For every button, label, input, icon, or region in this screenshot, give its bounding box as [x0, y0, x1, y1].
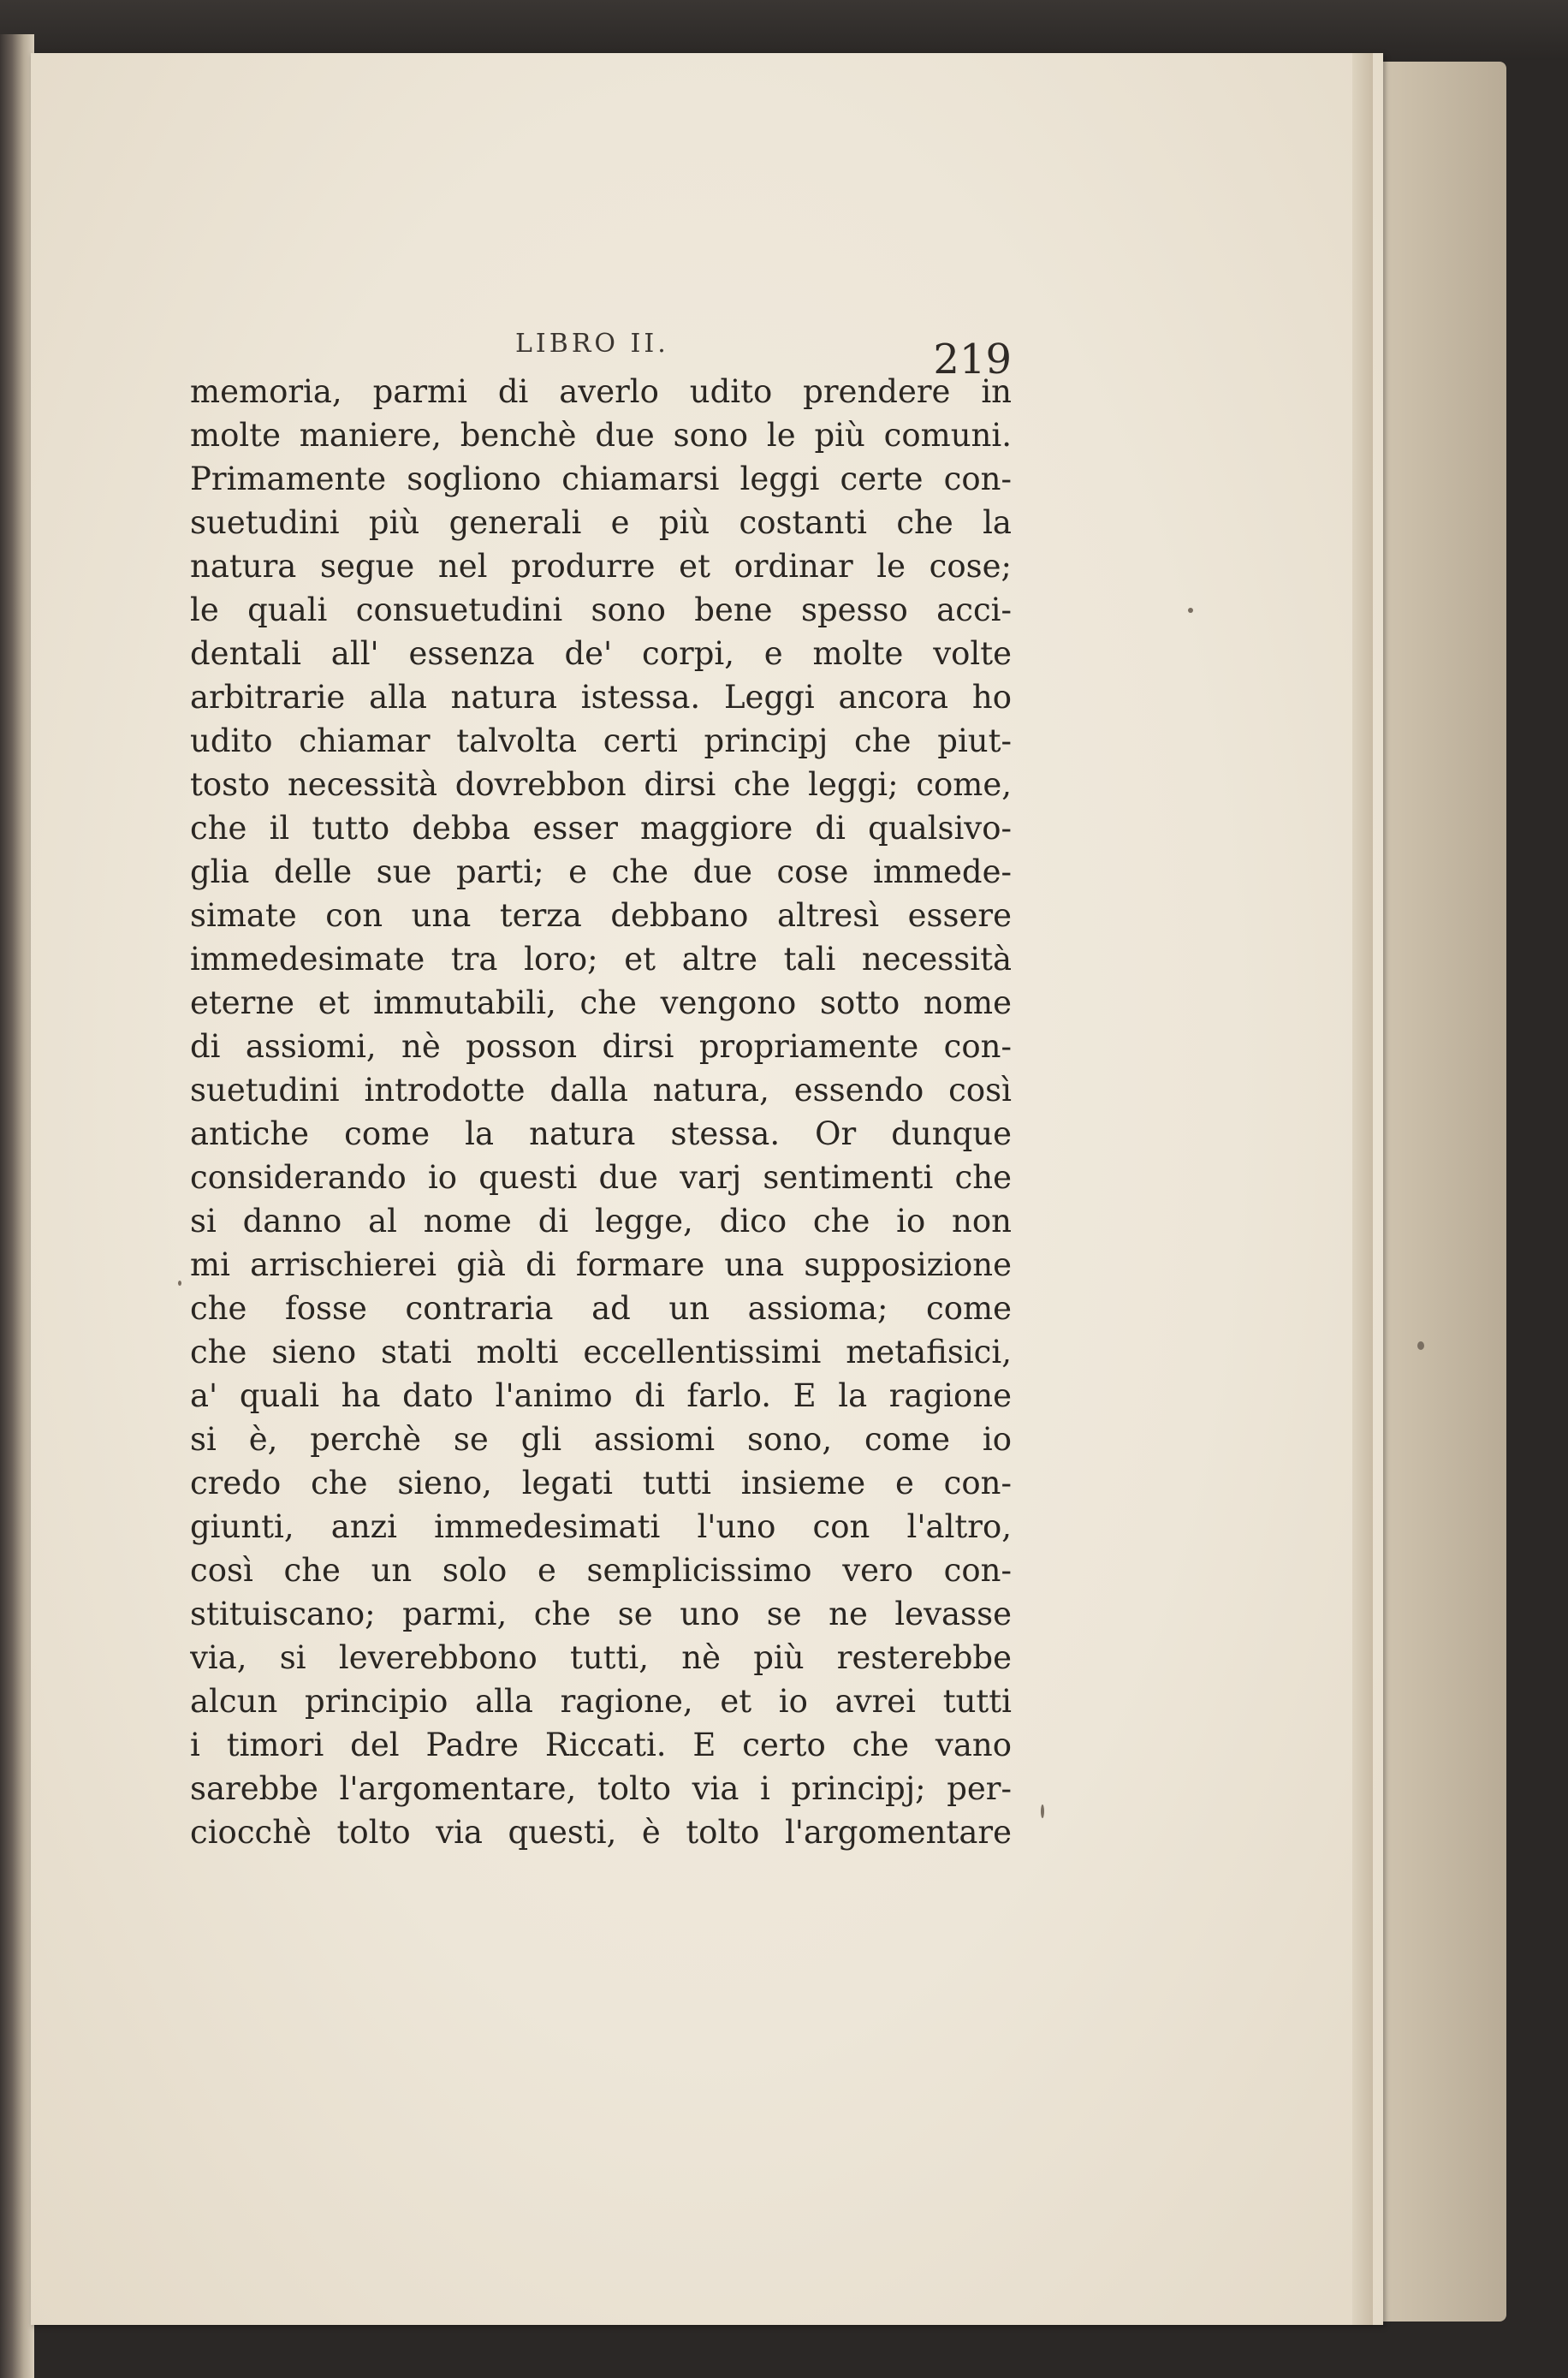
text-line: suetudini introdotte dalla natura, essendo così: [190, 1072, 1012, 1109]
text-line: dentali all' essenza de' corpi, e molte volte: [190, 635, 1012, 672]
text-line: alcun principio alla ragione, et io avrei tutti: [190, 1683, 1012, 1720]
paper-speck: [1417, 1341, 1424, 1350]
text-line: che fosse contraria ad un assioma; come: [190, 1290, 1012, 1327]
text-line: glia delle sue parti; e che due cose immede-: [190, 853, 1012, 890]
text-line: molte maniere, benchè due sono le più comuni.: [190, 417, 1012, 454]
running-head: LIBRO II.: [515, 329, 669, 359]
text-line: udito chiamar talvolta certi principj che piut-: [190, 722, 1012, 759]
text-line: ciocchè tolto via questi, è tolto l'argomentare: [190, 1814, 1012, 1851]
text-line: via, si leverebbono tutti, nè più resterebbe: [190, 1639, 1012, 1676]
text-line: si danno al nome di legge, dico che io non: [190, 1203, 1012, 1240]
book-binding: [0, 34, 34, 2378]
text-line: arbitrarie alla natura istessa. Leggi ancora ho: [190, 679, 1012, 716]
text-line: che sieno stati molti eccellentissimi metafisici,: [190, 1334, 1012, 1370]
text-line: giunti, anzi immedesimati l'uno con l'altro,: [190, 1508, 1012, 1545]
text-line: sarebbe l'argomentare, tolto via i principj; per-: [190, 1770, 1012, 1807]
paper-speck: [1188, 608, 1193, 613]
page-header: [190, 324, 1012, 383]
text-line: tosto necessità dovrebbon dirsi che leggi; come,: [190, 766, 1012, 803]
text-line: Primamente sogliono chiamarsi leggi certe con-: [190, 461, 1012, 497]
text-line: simate con una terza debbano altresì essere: [190, 897, 1012, 934]
text-line: mi arrischierei già di formare una supposizione: [190, 1246, 1012, 1283]
text-line: i timori del Padre Riccati. E certo che vano: [190, 1727, 1012, 1763]
text-line: considerando io questi due varj sentimenti che: [190, 1159, 1012, 1196]
text-line: di assiomi, nè posson dirsi propriamente con-: [190, 1028, 1012, 1065]
scan-background: [0, 0, 1568, 60]
text-line: natura segue nel produrre et ordinar le cose;: [190, 548, 1012, 585]
page-edge: [1352, 53, 1373, 2325]
text-line: si è, perchè se gli assiomi sono, come io: [190, 1421, 1012, 1458]
paper-speck: [178, 1281, 181, 1286]
paper-speck: [1041, 1804, 1044, 1818]
text-line: suetudini più generali e più costanti che la: [190, 504, 1012, 541]
text-line: eterne et immutabili, che vengono sotto nome: [190, 984, 1012, 1021]
text-line: che il tutto debba esser maggiore di qualsivo-: [190, 810, 1012, 847]
text-line: così che un solo e semplicissimo vero con-: [190, 1552, 1012, 1589]
page-number: 219: [933, 336, 1012, 383]
text-line: le quali consuetudini sono bene spesso acci-: [190, 592, 1012, 628]
text-line: memoria, parmi di averlo udito prendere in: [190, 373, 1012, 410]
text-line: a' quali ha dato l'animo di farlo. E la ragione: [190, 1377, 1012, 1414]
text-line: credo che sieno, legati tutti insieme e con-: [190, 1465, 1012, 1501]
text-line: immedesimate tra loro; et altre tali necessità: [190, 941, 1012, 978]
body-text: [190, 370, 1012, 1854]
text-line: antiche come la natura stessa. Or dunque: [190, 1115, 1012, 1152]
text-line: stituiscano; parmi, che se uno se ne levasse: [190, 1596, 1012, 1632]
